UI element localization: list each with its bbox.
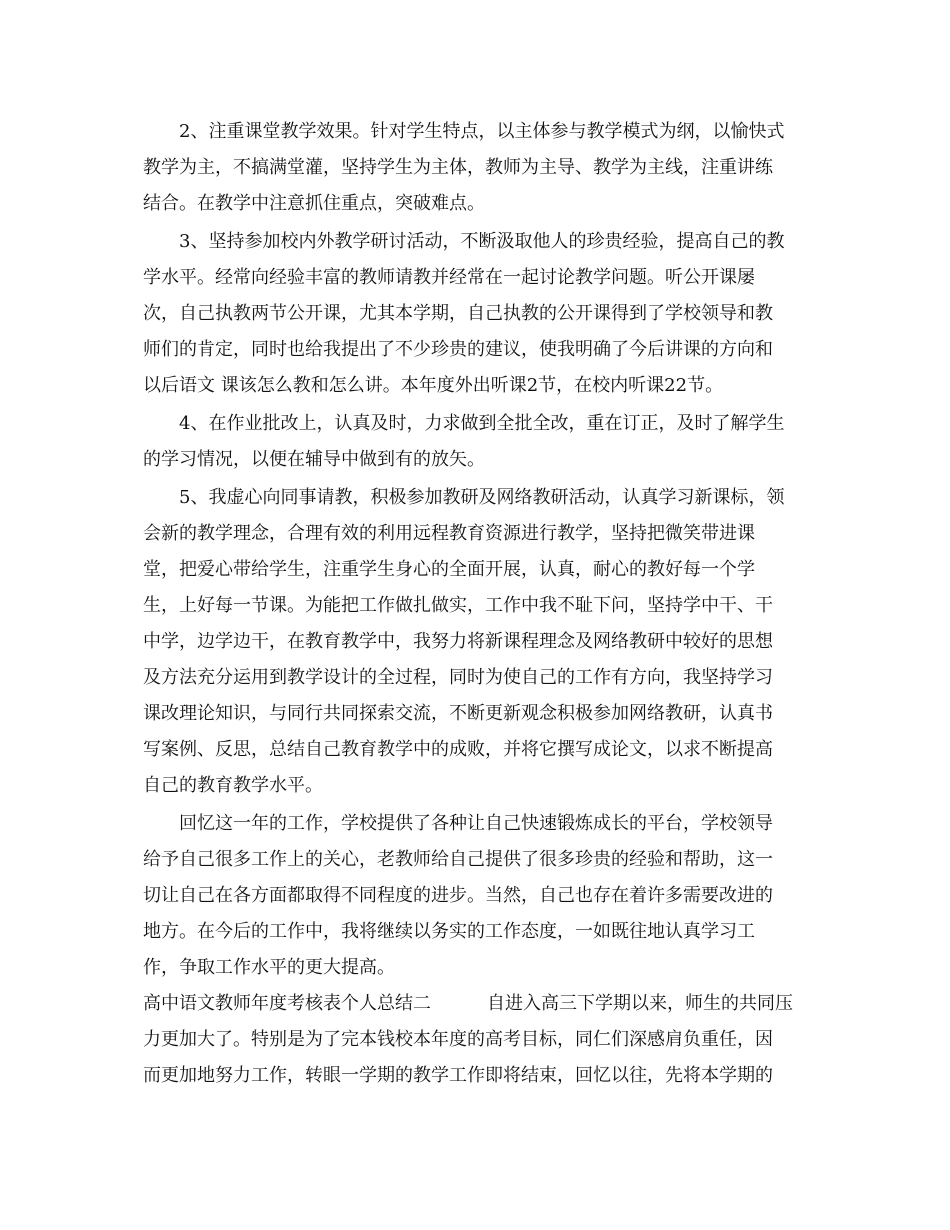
paragraph-5-line-8: 写案例、反思，总结自己教育教学中的成败，并将它撰写成论文，以求不断提高 [143,739,773,760]
paragraph-5-line-4: 生，上好每一节课。为能把工作做扎做实，工作中我不耻下问，坚持学中干、干 [143,595,773,616]
reflection-line-1: 回忆这一年的工作，学校提供了各种让自己快速锻炼成长的平台，学校领导 [179,813,773,834]
reflection-line-2: 给予自己很多工作上的关心，老教师给自己提供了很多珍贵的经验和帮助，这一 [143,849,773,870]
paragraph-4-line-1: 4、在作业批改上，认真及时，力求做到全批全改，重在订正，及时了解学生 [179,413,785,434]
paragraph-2-line-1: 2、注重课堂教学效果。针对学生特点，以主体参与教学模式为纲，以愉快式 [179,121,785,142]
paragraph-2-line-3: 结合。在教学中注意抓住重点，突破难点。 [143,193,485,214]
paragraph-5-line-6: 及方法充分运用到教学设计的全过程，同时为使自己的工作有方向，我坚持学习 [143,667,773,688]
section-line-2: 力更加大了。特别是为了完本钱校本年度的高考目标，同仁们深感肩负重任，因 [143,1029,773,1050]
section-line-3: 而更加地努力工作，转眼一学期的教学工作即将结束，回忆以往，先将本学期的 [143,1065,773,1086]
reflection-line-5: 作，争取工作水平的更大提高。 [143,957,395,978]
paragraph-2-line-2: 教学为主，不搞满堂灌，坚持学生为主体，教师为主导、教学为主线，注重讲练 [143,157,773,178]
paragraph-5-line-1: 5、我虚心向同事请教，积极参加教研及网络教研活动，认真学习新课标，领 [179,487,785,508]
paragraph-4-line-2: 的学习情况，以便在辅导中做到有的放矢。 [143,449,485,470]
reflection-line-3: 切让自己在各方面都取得不同程度的进步。当然，自己也存在着许多需要改进的 [143,885,773,906]
section-heading: 高中语文教师年度考核表个人总结二 [143,993,431,1014]
reflection-line-4: 地方。在今后的工作中，我将继续以务实的工作态度，一如既往地认真学习工 [143,921,755,942]
paragraph-5-line-7: 课改理论知识，与同行共同探索交流，不断更新观念积极参加网络教研，认真书 [143,703,773,724]
paragraph-3-line-4: 师们的肯定，同时也给我提出了不少珍贵的建议，使我明确了今后讲课的方向和 [143,339,773,360]
paragraph-3-line-2: 学水平。经常向经验丰富的教师请教并经常在一起讨论教学问题。听公开课屡 [143,267,755,288]
paragraph-5-line-3: 堂，把爱心带给学生，注重学生身心的全面开展，认真，耐心的教好每一个学 [143,559,755,580]
paragraph-5-line-5: 中学，边学边干，在教育教学中，我努力将新课程理念及网络教研中较好的思想 [143,631,773,652]
paragraph-3-line-5: 以后语文 课该怎么教和怎么讲。本年度外出听课2节，在校内听课22节。 [143,375,724,396]
paragraph-5-line-2: 会新的教学理念，合理有效的利用远程教育资源进行教学，坚持把微笑带进课 [143,523,755,544]
section-heading-line [143,991,793,1017]
section-first-line: 自进入高三下学期以来，师生的共同压 [487,993,793,1014]
paragraph-3-line-3: 次，自己执教两节公开课，尤其本学期，自己执教的公开课得到了学校领导和教 [143,303,773,324]
paragraph-3-line-1: 3、坚持参加校内外教学研讨活动，不断汲取他人的珍贵经验，提高自己的教 [179,231,785,252]
paragraph-5-line-9: 自己的教育教学水平。 [143,775,323,796]
